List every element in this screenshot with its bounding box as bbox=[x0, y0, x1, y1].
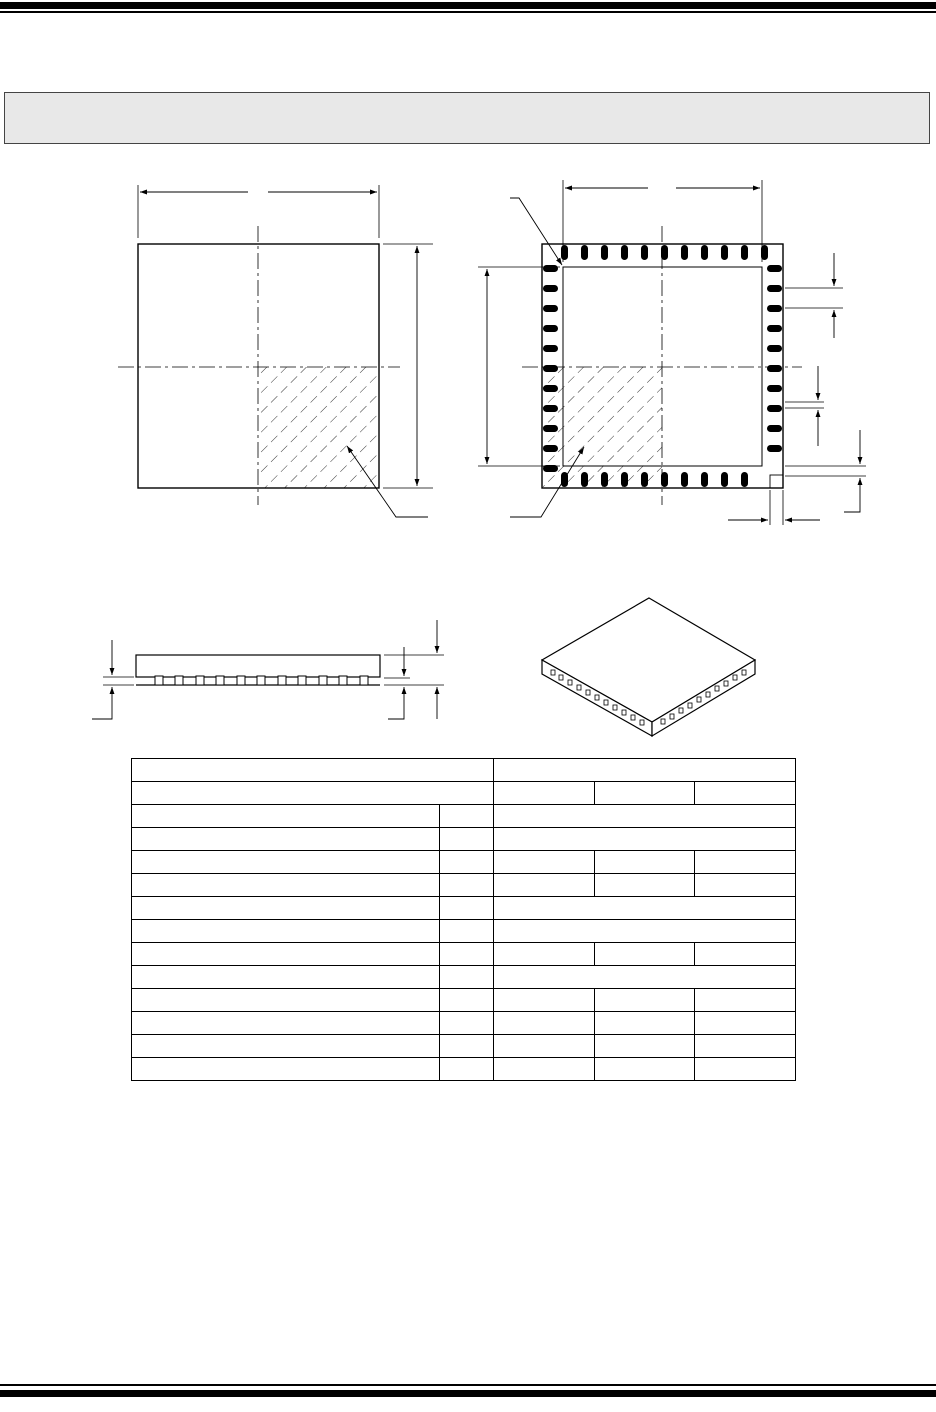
table-cell bbox=[494, 1035, 595, 1058]
table-row bbox=[132, 966, 796, 989]
table-cell bbox=[132, 874, 440, 897]
table-cell bbox=[494, 943, 595, 966]
table-cell bbox=[132, 943, 440, 966]
table-cell bbox=[132, 1035, 440, 1058]
table-cell bbox=[695, 989, 796, 1012]
table-cell bbox=[440, 828, 494, 851]
table-cell bbox=[440, 966, 494, 989]
table-row bbox=[132, 874, 796, 897]
table-cell bbox=[494, 1058, 595, 1081]
table-cell bbox=[494, 920, 796, 943]
table-header-cell bbox=[132, 759, 494, 782]
table-cell bbox=[595, 989, 695, 1012]
top-view-hatched-quadrant bbox=[258, 367, 379, 488]
table-cell bbox=[595, 943, 695, 966]
table-cell bbox=[440, 989, 494, 1012]
table-cell bbox=[494, 874, 595, 897]
table-cell bbox=[440, 874, 494, 897]
bottom-view bbox=[478, 180, 866, 525]
table-cell bbox=[440, 1058, 494, 1081]
dimension-table bbox=[131, 758, 796, 1081]
table-cell bbox=[440, 851, 494, 874]
table-row bbox=[132, 897, 796, 920]
table-cell bbox=[440, 897, 494, 920]
table-row bbox=[132, 1058, 796, 1081]
table-cell bbox=[595, 874, 695, 897]
table-cell bbox=[440, 805, 494, 828]
table-cell bbox=[695, 1035, 796, 1058]
table-row bbox=[132, 828, 796, 851]
table-subheader-cell bbox=[494, 782, 595, 805]
table-cell bbox=[494, 989, 595, 1012]
table-cell bbox=[440, 943, 494, 966]
side-view-body bbox=[136, 655, 380, 677]
table-row bbox=[132, 805, 796, 828]
exposed-pad-hatched-quadrant bbox=[543, 367, 662, 487]
table-cell bbox=[494, 851, 595, 874]
table-row bbox=[132, 1035, 796, 1058]
table-cell bbox=[695, 1012, 796, 1035]
table-subheader-cell bbox=[695, 782, 796, 805]
top-view bbox=[118, 185, 433, 517]
table-cell bbox=[132, 851, 440, 874]
table-cell bbox=[132, 989, 440, 1012]
table-cell bbox=[132, 1058, 440, 1081]
side-view bbox=[92, 620, 444, 719]
table-cell bbox=[595, 1058, 695, 1081]
table-cell bbox=[440, 920, 494, 943]
table-cell bbox=[132, 1012, 440, 1035]
table-cell bbox=[494, 966, 796, 989]
table-cell bbox=[695, 874, 796, 897]
table-row bbox=[132, 851, 796, 874]
table-subheader-row bbox=[132, 782, 796, 805]
table-cell bbox=[440, 1035, 494, 1058]
table-cell bbox=[595, 1035, 695, 1058]
table-cell bbox=[695, 943, 796, 966]
package-3d-top-face bbox=[542, 598, 755, 722]
table-row bbox=[132, 943, 796, 966]
table-cell bbox=[494, 828, 796, 851]
table-row bbox=[132, 1012, 796, 1035]
pin1-corner-square bbox=[770, 475, 783, 488]
table-cell bbox=[132, 805, 440, 828]
table-cell bbox=[132, 920, 440, 943]
package-3d-view bbox=[542, 598, 755, 736]
table-cell bbox=[595, 1012, 695, 1035]
table-cell bbox=[494, 1012, 595, 1035]
table-cell bbox=[494, 805, 796, 828]
table-subheader-cell bbox=[132, 782, 494, 805]
table-header-row bbox=[132, 759, 796, 782]
table-cell bbox=[132, 828, 440, 851]
table-cell bbox=[494, 897, 796, 920]
table-header-cell bbox=[494, 759, 796, 782]
pin1-leader bbox=[510, 198, 562, 265]
table-subheader-cell bbox=[595, 782, 695, 805]
table-cell bbox=[440, 1012, 494, 1035]
table-cell bbox=[595, 851, 695, 874]
table-row bbox=[132, 920, 796, 943]
table-cell bbox=[132, 966, 440, 989]
table-cell bbox=[695, 851, 796, 874]
table-cell bbox=[695, 1058, 796, 1081]
table-row bbox=[132, 989, 796, 1012]
table-cell bbox=[132, 897, 440, 920]
